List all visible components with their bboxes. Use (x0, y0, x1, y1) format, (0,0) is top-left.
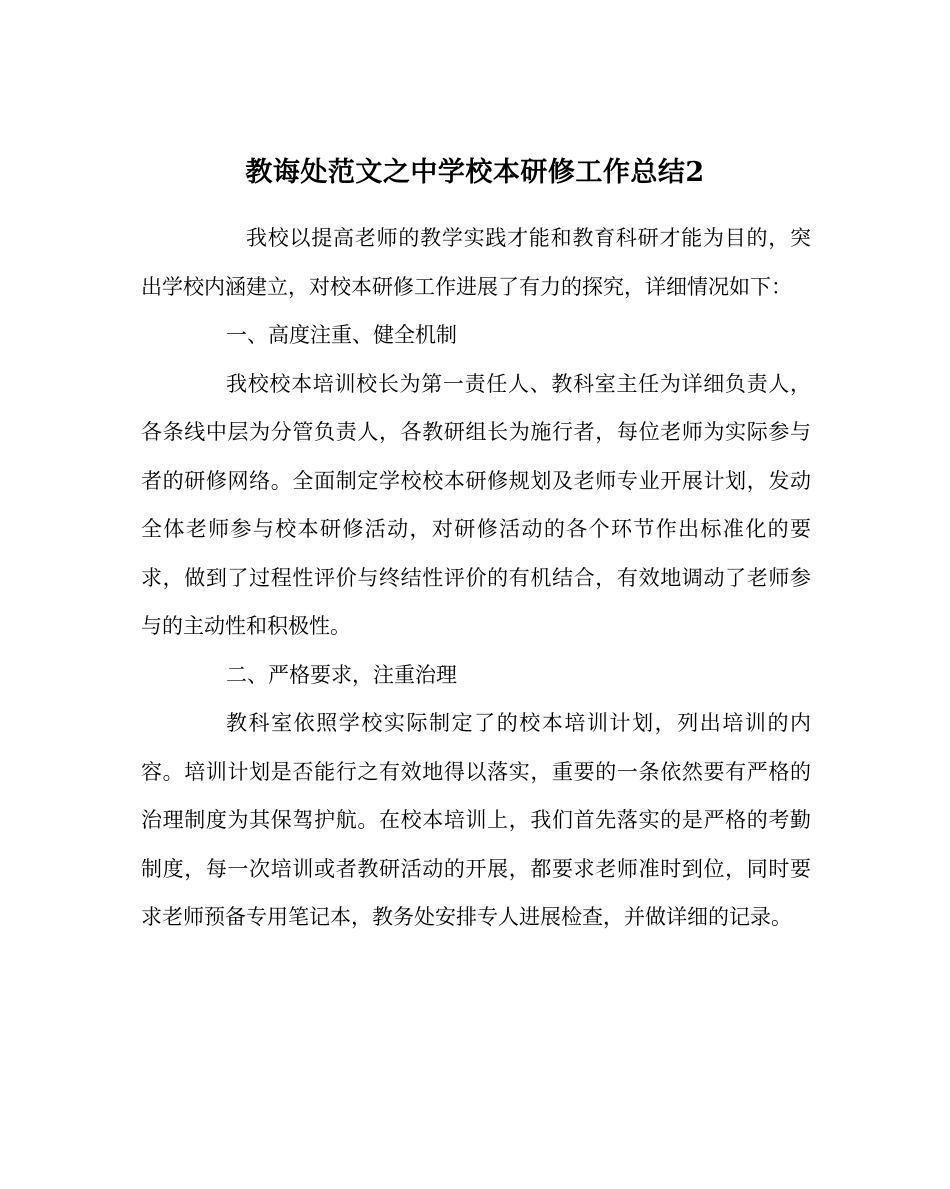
document-title: 教诲处范文之中学校本研修工作总结2 (245, 157, 705, 189)
paragraph-management: 教科室依照学校实际制定了的校本培训计划，列出培训的内容。培训计划是否能行之有效地得以落实，重要的一条依然要有严格的治理制度为其保驾护航。在校本培训上，我们首先落实的是严格的考勤制度，每一次培训或者教研活动的开展，都要求老师准时到位，同时要求老师预备专用笔记本，教务处安排专人进展检查，并做详细的记录。 (141, 711, 811, 929)
paragraph-mechanism: 我校校本培训校长为第一责任人、教科室主任为详细负责人，各条线中层为分管负责人，各教研组长为施行者，每位老师为实际参与者的研修网络。全面制定学校校本研修规划及老师专业开展计划，发动全体老师参与校本研修活动，对研修活动的各个环节作出标准化的要求，做到了过程性评价与终结性评价的有机结合，有效地调动了老师参与的主动性和积极性。 (141, 371, 811, 638)
section-heading-2: 二、严格要求，注重治理 (226, 662, 457, 687)
paragraph-intro: 我校以提高老师的教学实践才能和教育科研才能为目的，突出学校内涵建立，对校本研修工作进展了有力的探究，详细情况如下： (141, 226, 811, 299)
section-heading-1: 一、高度注重、健全机制 (226, 323, 457, 347)
document-body (141, 214, 811, 942)
